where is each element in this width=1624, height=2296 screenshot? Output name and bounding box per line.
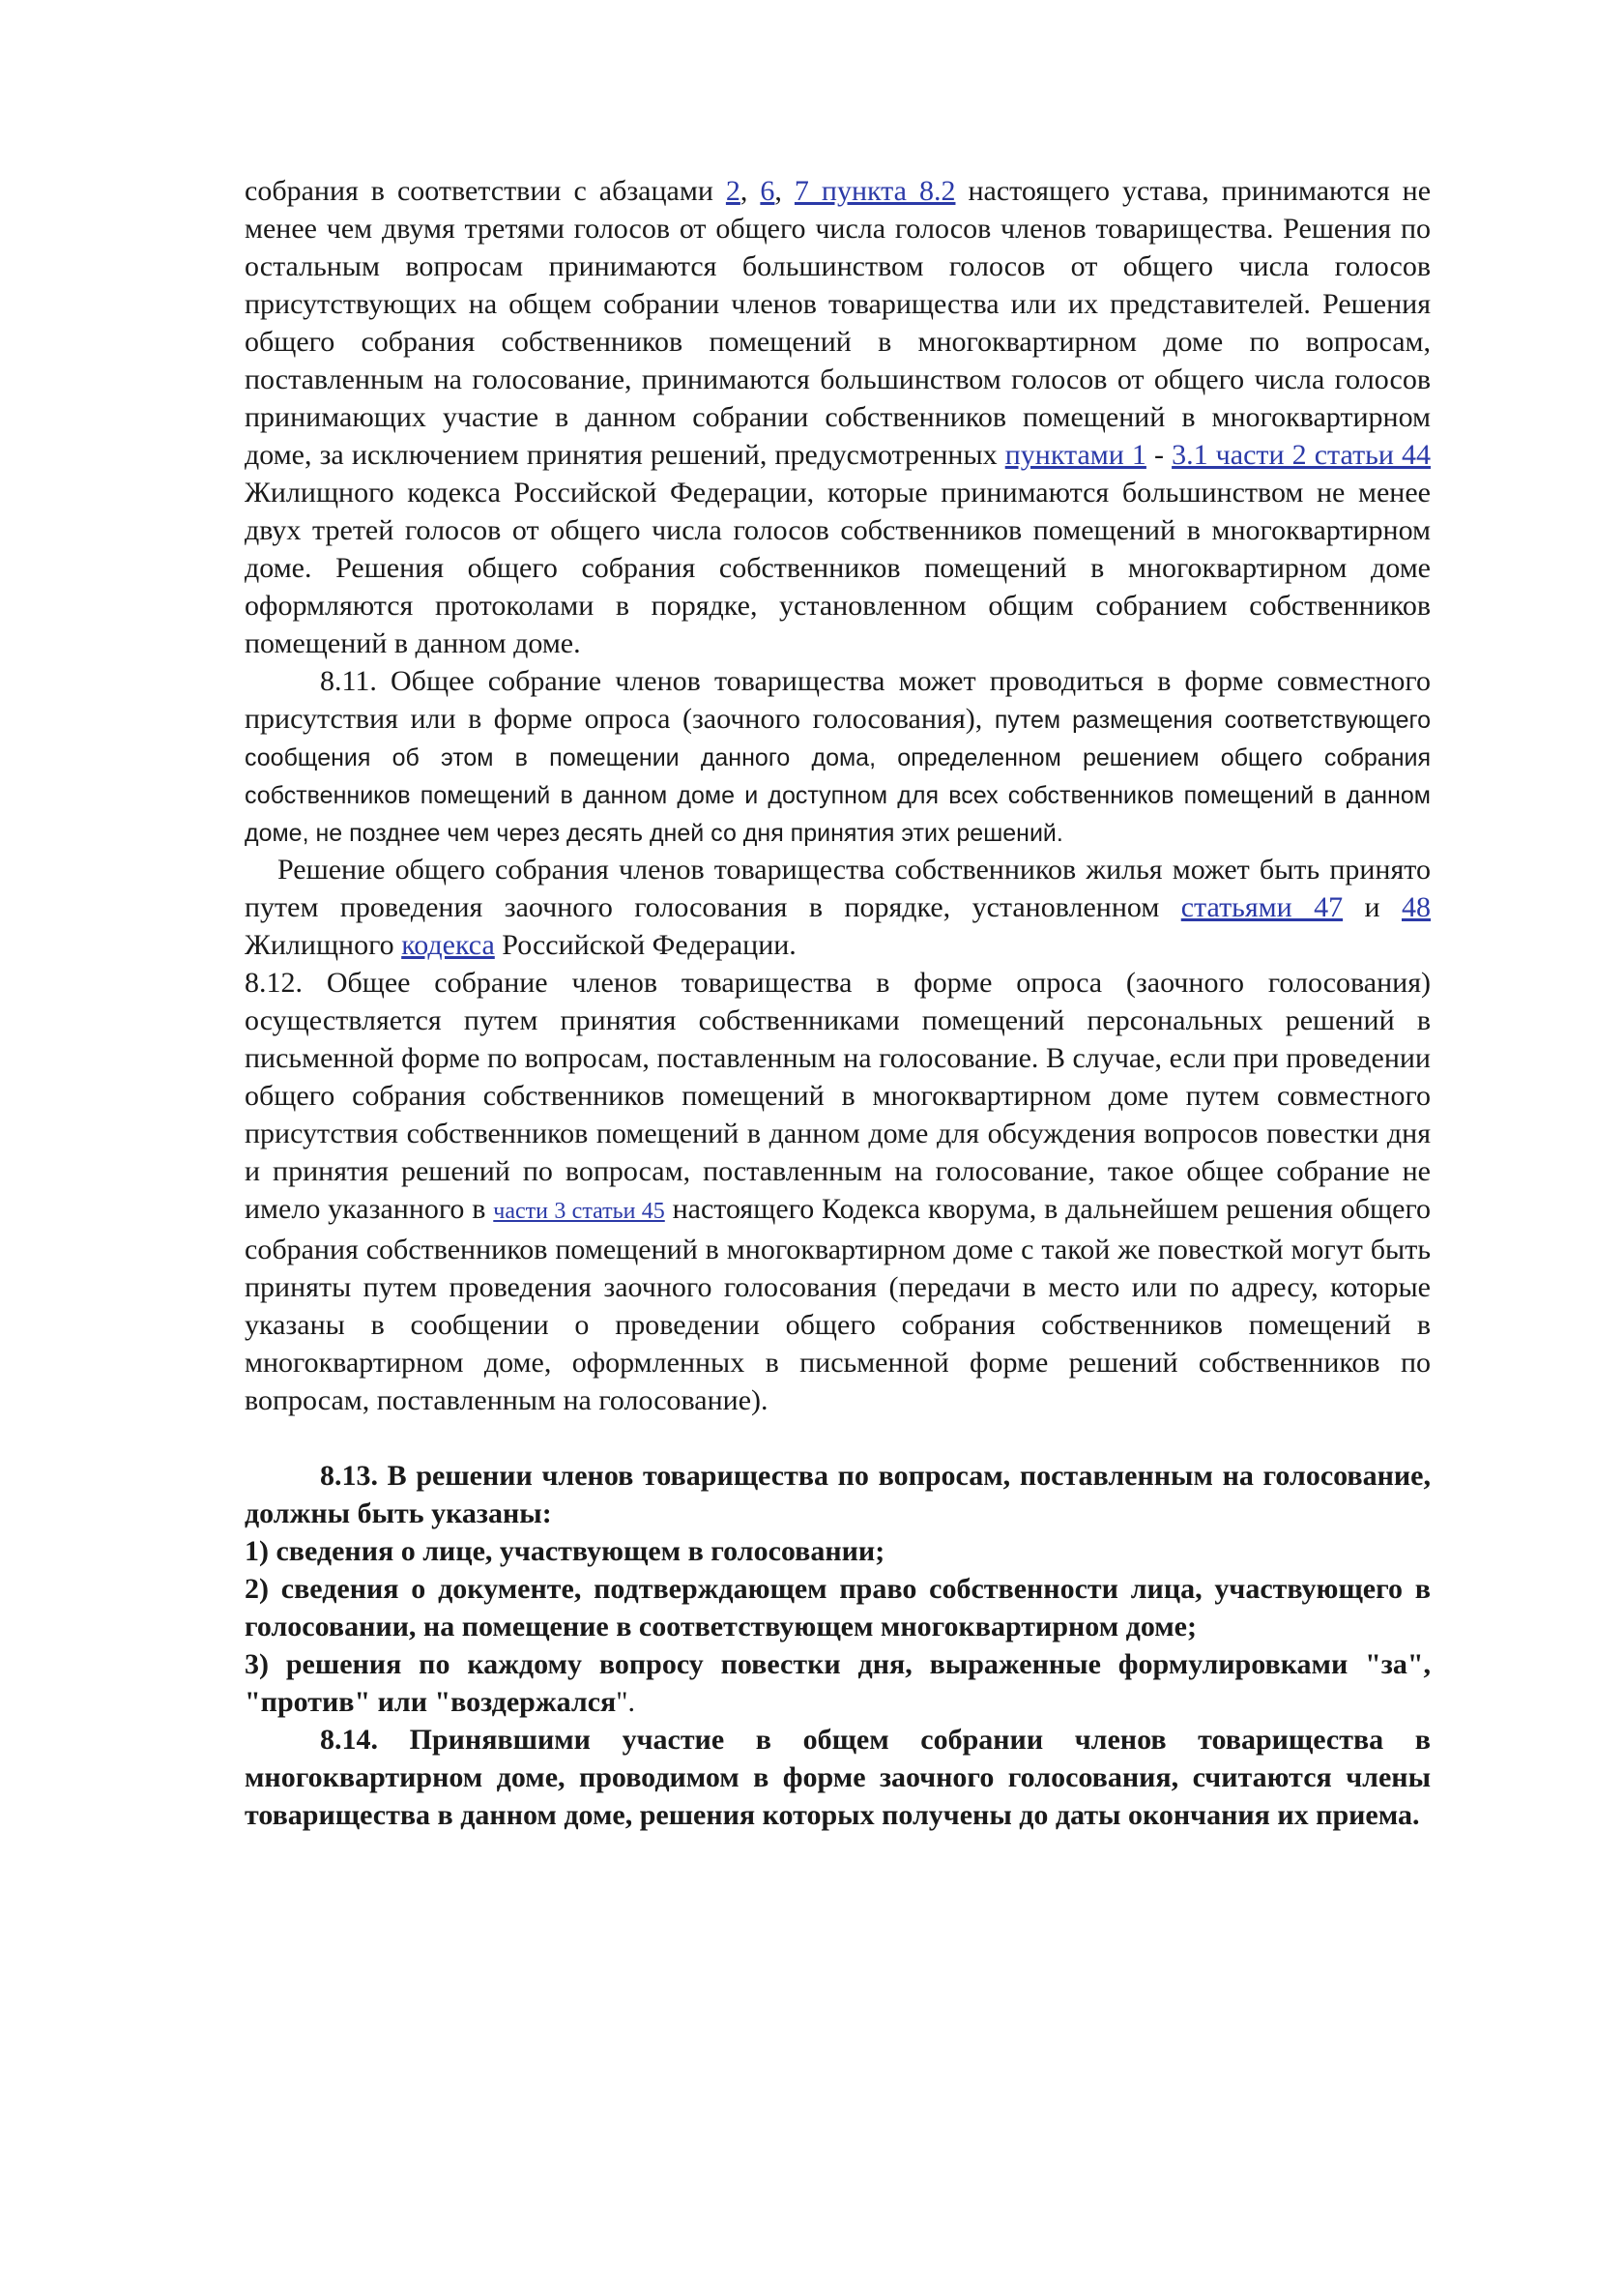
link-paragraph-2[interactable]: 2 [725, 175, 740, 207]
text-run: Жилищного кодекса Российской Федерации, которые принимаются большинством не менее двух третей голосов от общего числа голосов собственников помещений в многоквартирном доме. Решения общего собрания собственников помещений в многоквартирном доме оформляются протоколами в порядке, установленном общим собранием собственников помещений в данном доме. [245, 477, 1431, 659]
list-item-3: 3) решения по каждому вопросу повестки дня, выраженные формулировками "за", "против" или "воздержался". [245, 1648, 1431, 1718]
link-code[interactable]: кодекса [401, 929, 495, 961]
link-items-1[interactable]: пунктами 1 [1004, 439, 1146, 471]
text-run: настоящего устава, принимаются не менее чем двумя третями голосов от общего числа голосов членов товарищества. Решения по остальным вопросам принимаются большинством голосов от общего числа голосов присутствующих на общем собрании членов товарищества или их представителей. Решения общего собрания собственников помещений в многоквартирном доме по вопросам, поставленным на голосование, принимаются большинством голосов от общего числа голосов принимающих участие в данном собрании собственников помещений в многоквартирном доме, за исключением принятия решений, предусмотренных [245, 175, 1432, 471]
list-item-2: 2) сведения о документе, подтверждающем право собственности лица, участвующего в голосовании, на помещение в соответствующем многоквартирном доме; [245, 1573, 1431, 1642]
paragraph-voting-rules: собрания в соответствии с абзацами 2, 6, 7 пункта 8.2 настоящего устава, принимаются не менее чем двумя третями голосов от общего числа голосов членов товарищества. Решения по остальным вопросам принимаются большинством голосов от общего числа голосов присутствующих на общем собрании членов товарищества или их представителей. Решения общего собрания собственников помещений в многоквартирном доме по вопросам, поставленным на голосование, принимаются большинством голосов от общего числа голосов принимающих участие в данном собрании собственников помещений в многоквартирном доме, за исключением принятия решений, предусмотренных пунктами 1 - 3.1 части 2 статьи 44 Жилищного кодекса Российской Федерации, которые принимаются большинством не менее двух третей голосов от общего числа голосов собственников помещений в многоквартирном доме. Решения общего собрания собственников помещений в многоквартирном доме оформляются протоколами в порядке, установленном общим собранием собственников помещений в данном доме. [245, 175, 1432, 659]
spacer [245, 1419, 1431, 1457]
paragraph-8-14: 8.14. Принявшими участие в общем собрании членов товарищества в многоквартирном доме, проводимом в форме заочного голосования, считаются члены товарищества в данном доме, решения которых получены до даты окончания их приема. [245, 1724, 1431, 1831]
paragraph-8-11-absentee: Решение общего собрания членов товарищества собственников жилья может быть принято путем проведения заочного голосования в порядке, установленном статьями 47 и 48 Жилищного кодекса Российской Федерации. [245, 854, 1431, 961]
link-3-1-part-2-article-44[interactable]: 3.1 части 2 статьи 44 [1172, 439, 1432, 471]
text-run-sans: путем размещения соответствующего сообщения об этом в помещении данного дома, определенном решением общего собрания собственников помещений в данном доме и доступном для всех собственников помещений в данном доме, не позднее чем через десять дней со дня принятия этих решений. [245, 707, 1431, 847]
link-paragraph-6[interactable]: 6 [760, 175, 775, 207]
list-item-1: 1) сведения о лице, участвующем в голосовании; [245, 1535, 885, 1567]
link-article-47[interactable]: статьями 47 [1180, 891, 1344, 923]
paragraph-8-11 [245, 662, 1431, 851]
paragraph-8-13-intro: 8.13. В решении членов товарищества по вопросам, поставленным на голосование, должны быть указаны: [245, 1460, 1431, 1529]
paragraph-8-12: 8.12. Общее собрание членов товарищества в форме опроса (заочного голосования) осуществляется путем принятия собственниками помещений персональных решений в письменной форме по вопросам, поставленным на голосование. В случае, если при проведении общего собрания собственников помещений в многоквартирном доме путем совместного присутствия собственников помещений в данном доме для обсуждения вопросов повестки дня и принятия решений по вопросам, поставленным на голосование, такое общее собрание не имело указанного в части 3 статьи 45 настоящего Кодекса кворума, в дальнейшем решения общего собрания собственников помещений в многоквартирном доме с такой же повесткой могут быть приняты путем проведения заочного голосования (передачи в место или по адресу, которые указаны в сообщении о проведении общего собрания собственников помещений в многоквартирном доме, оформленных в письменной форме решений собственников по вопросам, поставленным на голосование). [245, 967, 1432, 1416]
text-run: 8.11. Общее собрание членов товарищества может проводиться в форме совместного присутствия или в форме опроса (заочного голосования), [245, 665, 1431, 735]
link-part-3-article-45[interactable]: части 3 статьи 45 [493, 1199, 665, 1224]
link-paragraph-7-item-8-2[interactable]: 7 пункта 8.2 [794, 175, 956, 207]
link-article-48[interactable]: 48 [1401, 891, 1431, 923]
text-run: собрания в соответствии с абзацами [245, 175, 726, 207]
document-page [245, 172, 1431, 1834]
